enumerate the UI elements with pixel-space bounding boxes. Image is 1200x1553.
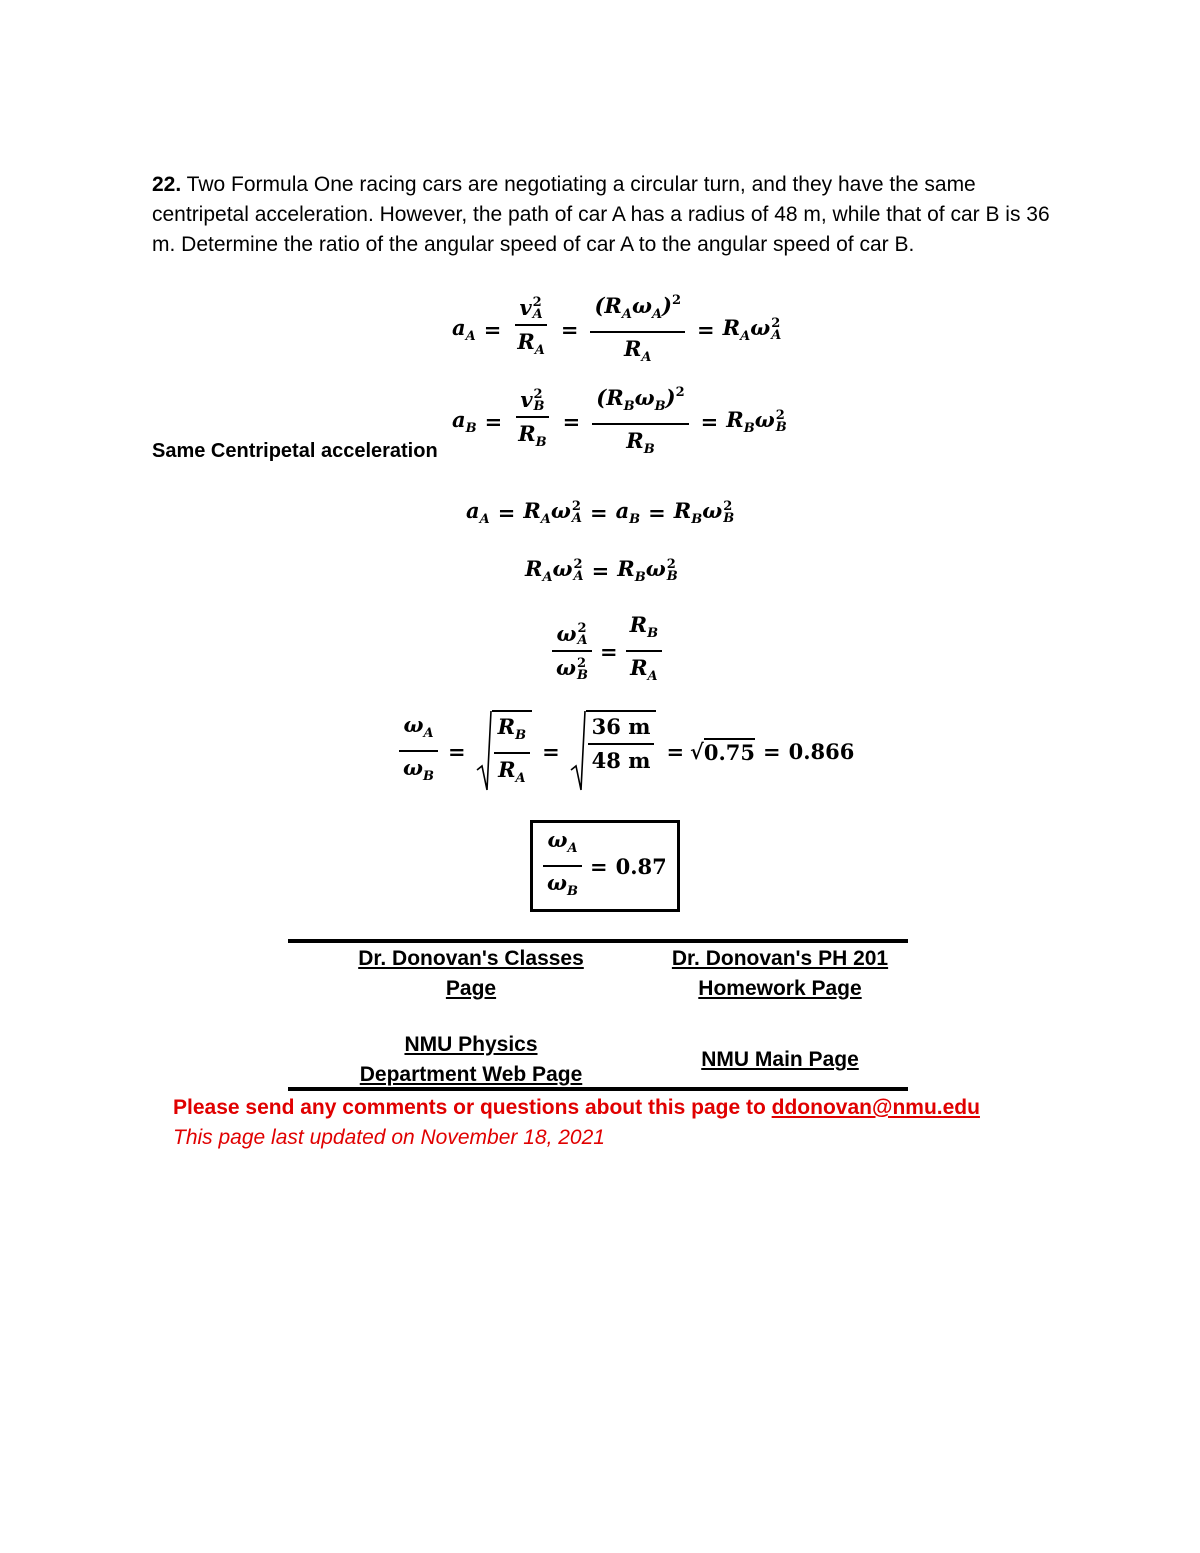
sqrt-symbol: $\frac{36 m}{48 m}$ xyxy=(570,710,657,792)
footer-comments: Please send any comments or questions about this page to ddonovan@nmu.edu xyxy=(173,1096,980,1119)
section-label: Same Centripetal acceleration xyxy=(152,440,438,462)
link-physics-department[interactable]: NMU Physics Department Web Page xyxy=(359,1033,583,1086)
equation-equal-accel: $a_A$ = $R_A\omega$ 2 A = $a_B$ = $R_B\omega$ 2 B xyxy=(466,498,735,527)
sqrt-symbol: $\frac{R_B}{R_A}$ xyxy=(476,710,532,792)
nav-top-rule xyxy=(288,939,908,943)
final-answer-box: $\frac{\omega_A}{\omega_B}$ = 0.87 xyxy=(530,820,680,912)
footer xyxy=(173,1093,980,1153)
equation-b: $a_B$ = v 2 B $R_B$ = $\frac{(R_B\omega_B)^2}{R_B}$ = $R_B\omega$ 2 B xyxy=(452,380,787,463)
equation-sqrt: $\frac{\omega_A}{\omega_B}$ = $\frac{R_B}{R_A}$ = $\frac{36 m}{48 m}$ = √ 0.75 = 0.866 xyxy=(395,710,854,792)
equation-r-omega: $R_A\omega$ 2 A = $R_B\omega$ 2 B xyxy=(525,556,678,585)
nav-bottom-rule xyxy=(288,1087,908,1091)
problem-statement xyxy=(152,170,1052,260)
final-answer: 0.87 xyxy=(615,853,667,879)
link-ph201-homework[interactable]: Dr. Donovan's PH 201 Homework Page xyxy=(671,947,889,1000)
equation-a: $a_A$ = v 2 A $R_A$ = $\frac{(R_A\omega_A)^2}{R_A}$ = $R_A\omega$ 2 A xyxy=(452,288,781,371)
link-nmu-main[interactable]: NMU Main Page xyxy=(701,1048,859,1071)
problem-number: 22. xyxy=(152,173,182,196)
problem-text: Two Formula One racing cars are negotiating a circular turn, and they have the same centripetal acceleration. However, the path of car A has a radius of 48 m, while that of car B is 36 m. Determine the ratio of the angular speed of car A to the angular speed of car B. xyxy=(152,173,1050,256)
equation-omega-ratio: ω 2 A ω 2 B = $\frac{R_B}{R_A}$ xyxy=(548,612,666,690)
link-classes-page[interactable]: Dr. Donovan's Classes Page xyxy=(358,947,584,1000)
last-updated: This page last updated on November 18, 2021 xyxy=(173,1126,605,1149)
email-link[interactable]: ddonovan@nmu.edu xyxy=(771,1096,980,1119)
